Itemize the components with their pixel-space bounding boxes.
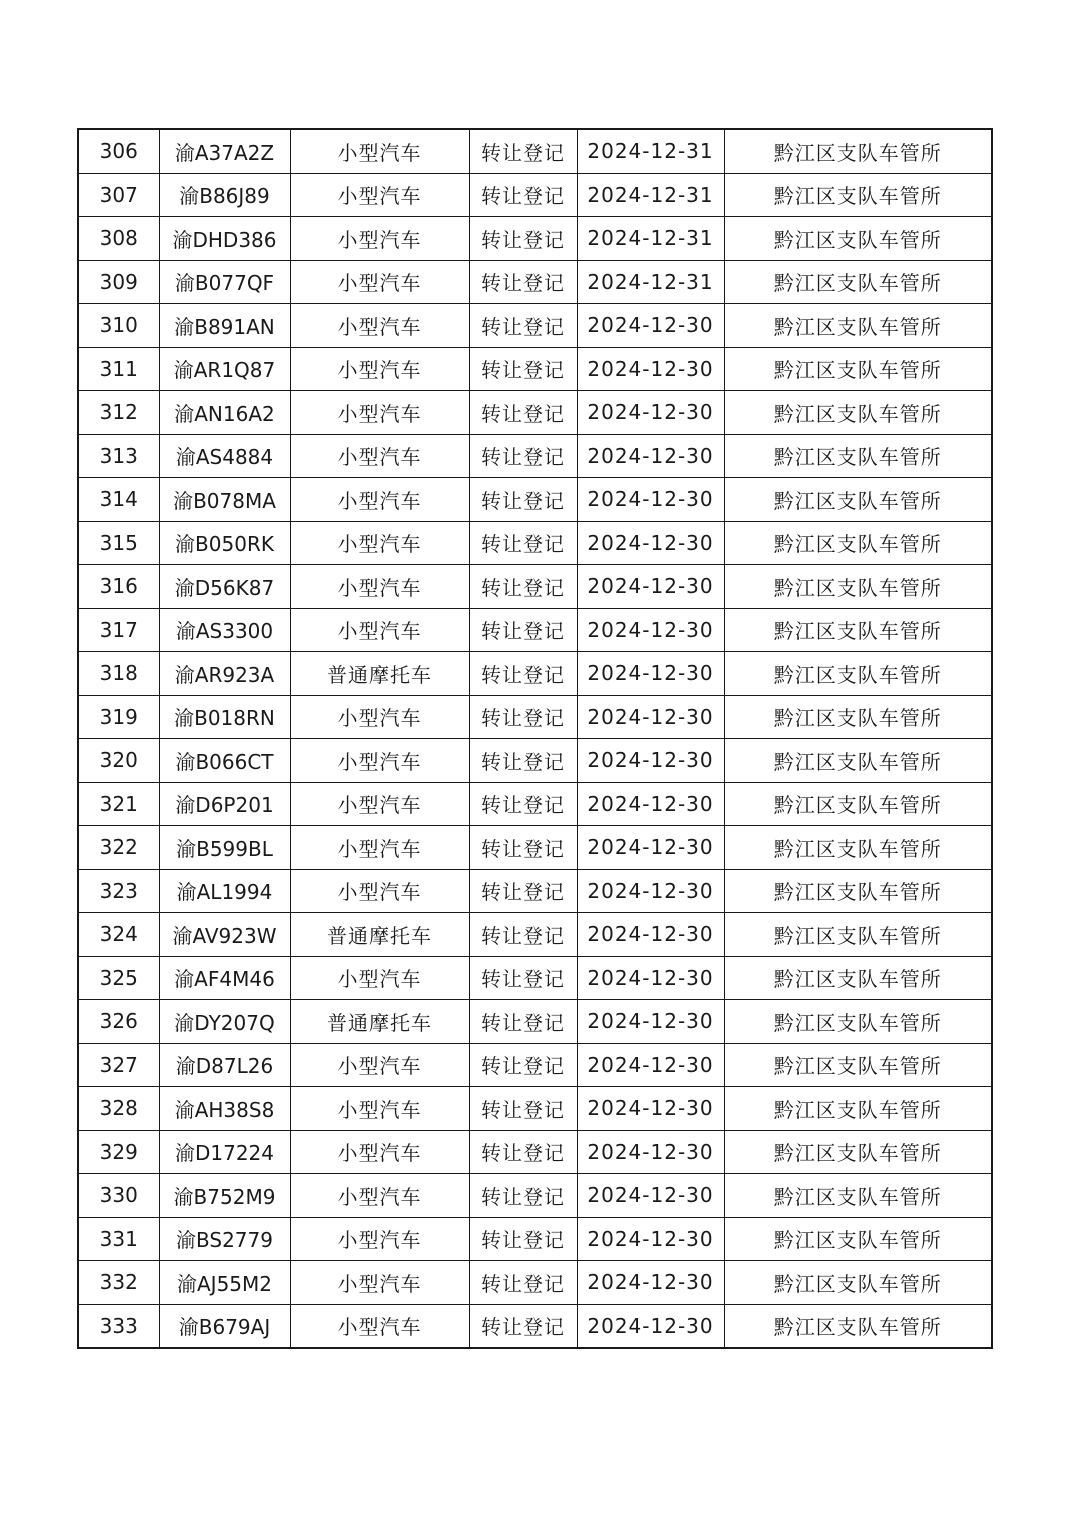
- office-cell: 黔江区支队车管所: [724, 304, 992, 348]
- row-number-cell: 327: [78, 1043, 159, 1087]
- table-row: [78, 391, 992, 435]
- plate-number-cell: 渝AJ55M2: [159, 1261, 290, 1305]
- vehicle-type-cell: 小型汽车: [290, 434, 469, 478]
- table-row: [78, 608, 992, 652]
- plate-number-cell: 渝B066CT: [159, 739, 290, 783]
- office-cell: 黔江区支队车管所: [724, 521, 992, 565]
- table-row: [78, 782, 992, 826]
- office-cell: 黔江区支队车管所: [724, 434, 992, 478]
- row-number-cell: 318: [78, 652, 159, 696]
- date-cell: 2024-12-30: [577, 1304, 724, 1348]
- date-cell: 2024-12-30: [577, 782, 724, 826]
- business-type-cell: 转让登记: [469, 565, 577, 609]
- business-type-cell: 转让登记: [469, 173, 577, 217]
- table-row: [78, 1304, 992, 1348]
- business-type-cell: 转让登记: [469, 478, 577, 522]
- office-cell: 黔江区支队车管所: [724, 956, 992, 1000]
- row-number-cell: 309: [78, 260, 159, 304]
- table-body: [78, 129, 992, 1348]
- plate-number-cell: 渝AH38S8: [159, 1087, 290, 1131]
- business-type-cell: 转让登记: [469, 652, 577, 696]
- table-row: [78, 1217, 992, 1261]
- office-cell: 黔江区支队车管所: [724, 173, 992, 217]
- date-cell: 2024-12-30: [577, 347, 724, 391]
- plate-number-cell: 渝B078MA: [159, 478, 290, 522]
- table-row: [78, 260, 992, 304]
- plate-number-cell: 渝B752M9: [159, 1174, 290, 1218]
- office-cell: 黔江区支队车管所: [724, 1130, 992, 1174]
- vehicle-type-cell: 小型汽车: [290, 260, 469, 304]
- business-type-cell: 转让登记: [469, 347, 577, 391]
- date-cell: 2024-12-30: [577, 1087, 724, 1131]
- row-number-cell: 328: [78, 1087, 159, 1131]
- row-number-cell: 331: [78, 1217, 159, 1261]
- date-cell: 2024-12-31: [577, 173, 724, 217]
- office-cell: 黔江区支队车管所: [724, 347, 992, 391]
- vehicle-type-cell: 小型汽车: [290, 1087, 469, 1131]
- office-cell: 黔江区支队车管所: [724, 565, 992, 609]
- table-row: [78, 129, 992, 173]
- vehicle-type-cell: 小型汽车: [290, 1043, 469, 1087]
- plate-number-cell: 渝B599BL: [159, 826, 290, 870]
- row-number-cell: 315: [78, 521, 159, 565]
- plate-number-cell: 渝AV923W: [159, 913, 290, 957]
- date-cell: 2024-12-30: [577, 1174, 724, 1218]
- row-number-cell: 325: [78, 956, 159, 1000]
- plate-number-cell: 渝AS4884: [159, 434, 290, 478]
- plate-number-cell: 渝B86J89: [159, 173, 290, 217]
- office-cell: 黔江区支队车管所: [724, 739, 992, 783]
- table-row: [78, 1130, 992, 1174]
- row-number-cell: 314: [78, 478, 159, 522]
- office-cell: 黔江区支队车管所: [724, 652, 992, 696]
- office-cell: 黔江区支队车管所: [724, 1000, 992, 1044]
- office-cell: 黔江区支队车管所: [724, 608, 992, 652]
- plate-number-cell: 渝AF4M46: [159, 956, 290, 1000]
- business-type-cell: 转让登记: [469, 1261, 577, 1305]
- plate-number-cell: 渝DHD386: [159, 217, 290, 261]
- plate-number-cell: 渝AR1Q87: [159, 347, 290, 391]
- row-number-cell: 307: [78, 173, 159, 217]
- table-row: [78, 695, 992, 739]
- date-cell: 2024-12-31: [577, 129, 724, 173]
- plate-number-cell: 渝D87L26: [159, 1043, 290, 1087]
- table-row: [78, 1087, 992, 1131]
- table-row: [78, 173, 992, 217]
- vehicle-type-cell: 小型汽车: [290, 1130, 469, 1174]
- vehicle-type-cell: 小型汽车: [290, 956, 469, 1000]
- plate-number-cell: 渝B077QF: [159, 260, 290, 304]
- row-number-cell: 306: [78, 129, 159, 173]
- row-number-cell: 322: [78, 826, 159, 870]
- date-cell: 2024-12-30: [577, 739, 724, 783]
- business-type-cell: 转让登记: [469, 1000, 577, 1044]
- row-number-cell: 312: [78, 391, 159, 435]
- date-cell: 2024-12-31: [577, 217, 724, 261]
- business-type-cell: 转让登记: [469, 1087, 577, 1131]
- table-row: [78, 347, 992, 391]
- office-cell: 黔江区支队车管所: [724, 1174, 992, 1218]
- date-cell: 2024-12-30: [577, 521, 724, 565]
- plate-number-cell: 渝B018RN: [159, 695, 290, 739]
- plate-number-cell: 渝D17224: [159, 1130, 290, 1174]
- row-number-cell: 326: [78, 1000, 159, 1044]
- business-type-cell: 转让登记: [469, 695, 577, 739]
- date-cell: 2024-12-30: [577, 478, 724, 522]
- business-type-cell: 转让登记: [469, 1217, 577, 1261]
- vehicle-type-cell: 小型汽车: [290, 739, 469, 783]
- row-number-cell: 323: [78, 869, 159, 913]
- date-cell: 2024-12-30: [577, 565, 724, 609]
- vehicle-type-cell: 小型汽车: [290, 173, 469, 217]
- date-cell: 2024-12-30: [577, 695, 724, 739]
- table-row: [78, 304, 992, 348]
- vehicle-type-cell: 普通摩托车: [290, 652, 469, 696]
- row-number-cell: 317: [78, 608, 159, 652]
- vehicle-type-cell: 小型汽车: [290, 391, 469, 435]
- vehicle-registration-table: [77, 128, 993, 1349]
- vehicle-type-cell: 小型汽车: [290, 782, 469, 826]
- vehicle-type-cell: 普通摩托车: [290, 913, 469, 957]
- vehicle-type-cell: 小型汽车: [290, 304, 469, 348]
- business-type-cell: 转让登记: [469, 739, 577, 783]
- row-number-cell: 333: [78, 1304, 159, 1348]
- vehicle-type-cell: 小型汽车: [290, 826, 469, 870]
- business-type-cell: 转让登记: [469, 956, 577, 1000]
- table-row: [78, 652, 992, 696]
- plate-number-cell: 渝AN16A2: [159, 391, 290, 435]
- business-type-cell: 转让登记: [469, 521, 577, 565]
- table-row: [78, 478, 992, 522]
- date-cell: 2024-12-30: [577, 304, 724, 348]
- business-type-cell: 转让登记: [469, 1304, 577, 1348]
- plate-number-cell: 渝AL1994: [159, 869, 290, 913]
- office-cell: 黔江区支队车管所: [724, 1304, 992, 1348]
- date-cell: 2024-12-30: [577, 956, 724, 1000]
- date-cell: 2024-12-30: [577, 1043, 724, 1087]
- vehicle-type-cell: 小型汽车: [290, 1261, 469, 1305]
- date-cell: 2024-12-30: [577, 1000, 724, 1044]
- plate-number-cell: 渝B050RK: [159, 521, 290, 565]
- plate-number-cell: 渝DY207Q: [159, 1000, 290, 1044]
- office-cell: 黔江区支队车管所: [724, 782, 992, 826]
- plate-number-cell: 渝D6P201: [159, 782, 290, 826]
- table-row: [78, 869, 992, 913]
- business-type-cell: 转让登记: [469, 782, 577, 826]
- business-type-cell: 转让登记: [469, 217, 577, 261]
- table-row: [78, 521, 992, 565]
- plate-number-cell: 渝AS3300: [159, 608, 290, 652]
- row-number-cell: 332: [78, 1261, 159, 1305]
- business-type-cell: 转让登记: [469, 391, 577, 435]
- date-cell: 2024-12-30: [577, 391, 724, 435]
- plate-number-cell: 渝AR923A: [159, 652, 290, 696]
- vehicle-type-cell: 小型汽车: [290, 695, 469, 739]
- business-type-cell: 转让登记: [469, 1174, 577, 1218]
- business-type-cell: 转让登记: [469, 434, 577, 478]
- row-number-cell: 321: [78, 782, 159, 826]
- date-cell: 2024-12-30: [577, 869, 724, 913]
- business-type-cell: 转让登记: [469, 260, 577, 304]
- table-row: [78, 1261, 992, 1305]
- vehicle-type-cell: 小型汽车: [290, 1304, 469, 1348]
- office-cell: 黔江区支队车管所: [724, 913, 992, 957]
- plate-number-cell: 渝BS2779: [159, 1217, 290, 1261]
- plate-number-cell: 渝B679AJ: [159, 1304, 290, 1348]
- table-row: [78, 565, 992, 609]
- office-cell: 黔江区支队车管所: [724, 260, 992, 304]
- business-type-cell: 转让登记: [469, 129, 577, 173]
- date-cell: 2024-12-30: [577, 1261, 724, 1305]
- office-cell: 黔江区支队车管所: [724, 129, 992, 173]
- row-number-cell: 324: [78, 913, 159, 957]
- vehicle-type-cell: 小型汽车: [290, 478, 469, 522]
- date-cell: 2024-12-30: [577, 1217, 724, 1261]
- row-number-cell: 316: [78, 565, 159, 609]
- row-number-cell: 319: [78, 695, 159, 739]
- vehicle-type-cell: 小型汽车: [290, 217, 469, 261]
- plate-number-cell: 渝B891AN: [159, 304, 290, 348]
- date-cell: 2024-12-30: [577, 434, 724, 478]
- row-number-cell: 310: [78, 304, 159, 348]
- table-row: [78, 826, 992, 870]
- date-cell: 2024-12-30: [577, 652, 724, 696]
- vehicle-type-cell: 小型汽车: [290, 521, 469, 565]
- vehicle-type-cell: 小型汽车: [290, 608, 469, 652]
- office-cell: 黔江区支队车管所: [724, 826, 992, 870]
- table-row: [78, 956, 992, 1000]
- office-cell: 黔江区支队车管所: [724, 869, 992, 913]
- business-type-cell: 转让登记: [469, 1130, 577, 1174]
- plate-number-cell: 渝D56K87: [159, 565, 290, 609]
- office-cell: 黔江区支队车管所: [724, 1043, 992, 1087]
- table-row: [78, 434, 992, 478]
- row-number-cell: 313: [78, 434, 159, 478]
- vehicle-type-cell: 小型汽车: [290, 1217, 469, 1261]
- table-row: [78, 1000, 992, 1044]
- vehicle-type-cell: 小型汽车: [290, 347, 469, 391]
- office-cell: 黔江区支队车管所: [724, 695, 992, 739]
- row-number-cell: 330: [78, 1174, 159, 1218]
- row-number-cell: 320: [78, 739, 159, 783]
- business-type-cell: 转让登记: [469, 1043, 577, 1087]
- row-number-cell: 329: [78, 1130, 159, 1174]
- table-row: [78, 1043, 992, 1087]
- date-cell: 2024-12-31: [577, 260, 724, 304]
- table-row: [78, 913, 992, 957]
- table-row: [78, 217, 992, 261]
- date-cell: 2024-12-30: [577, 826, 724, 870]
- office-cell: 黔江区支队车管所: [724, 1087, 992, 1131]
- business-type-cell: 转让登记: [469, 826, 577, 870]
- office-cell: 黔江区支队车管所: [724, 217, 992, 261]
- row-number-cell: 311: [78, 347, 159, 391]
- date-cell: 2024-12-30: [577, 1130, 724, 1174]
- business-type-cell: 转让登记: [469, 869, 577, 913]
- table-row: [78, 1174, 992, 1218]
- business-type-cell: 转让登记: [469, 608, 577, 652]
- plate-number-cell: 渝A37A2Z: [159, 129, 290, 173]
- business-type-cell: 转让登记: [469, 913, 577, 957]
- date-cell: 2024-12-30: [577, 913, 724, 957]
- office-cell: 黔江区支队车管所: [724, 1261, 992, 1305]
- vehicle-type-cell: 小型汽车: [290, 565, 469, 609]
- vehicle-type-cell: 普通摩托车: [290, 1000, 469, 1044]
- date-cell: 2024-12-30: [577, 608, 724, 652]
- vehicle-type-cell: 小型汽车: [290, 869, 469, 913]
- office-cell: 黔江区支队车管所: [724, 391, 992, 435]
- vehicle-type-cell: 小型汽车: [290, 129, 469, 173]
- vehicle-type-cell: 小型汽车: [290, 1174, 469, 1218]
- row-number-cell: 308: [78, 217, 159, 261]
- office-cell: 黔江区支队车管所: [724, 1217, 992, 1261]
- office-cell: 黔江区支队车管所: [724, 478, 992, 522]
- table-row: [78, 739, 992, 783]
- business-type-cell: 转让登记: [469, 304, 577, 348]
